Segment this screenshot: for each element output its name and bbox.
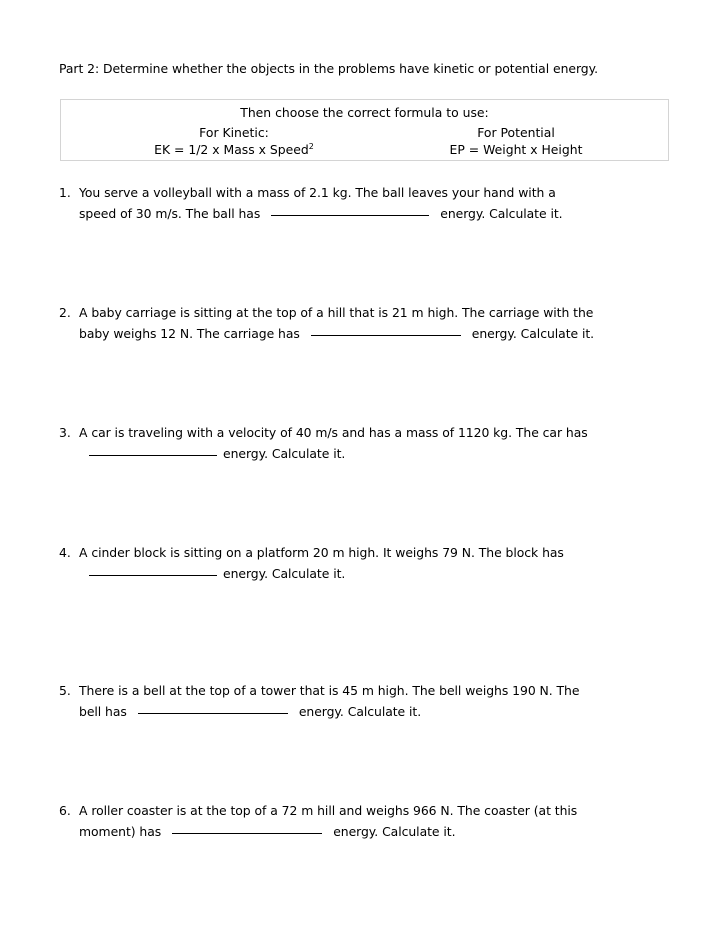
question-4-number: 4.: [59, 545, 71, 560]
question-5-answer-blank[interactable]: [138, 703, 288, 714]
question-3-line-1: [59, 423, 704, 444]
question-6: [59, 801, 704, 842]
question-3-text-after-blank: energy. Calculate it.: [223, 445, 346, 461]
question-6-text-line-1: A roller coaster is at the top of a 72 m hill and weighs 966 N. The coaster (at this: [79, 803, 578, 818]
question-1: [59, 183, 704, 224]
question-2: [59, 303, 704, 344]
question-1-text-after-blank: energy. Calculate it.: [440, 205, 563, 221]
potential-equation: EP = Weight x Height: [449, 142, 583, 157]
question-5-text-before-blank: bell has: [79, 703, 127, 719]
kinetic-formula-column: [89, 124, 379, 158]
question-6-line-1: [59, 801, 704, 822]
question-2-answer-blank[interactable]: [311, 325, 461, 336]
question-1-line-1: [59, 183, 704, 204]
kinetic-equation-exponent: 2: [308, 141, 314, 151]
question-4-text-line-1: A cinder block is sitting on a platform 20 m high. It weighs 79 N. The block has: [79, 545, 564, 560]
question-2-line-2: [59, 324, 704, 345]
question-2-text-line-1: A baby carriage is sitting at the top of a hill that is 21 m high. The carriage with the: [79, 305, 594, 320]
question-3-line-2: [59, 444, 704, 465]
question-6-number: 6.: [59, 803, 71, 818]
question-1-text-line-1: You serve a volleyball with a mass of 2.1 kg. The ball leaves your hand with a: [79, 185, 556, 200]
question-5: [59, 681, 704, 722]
question-5-text-after-blank: energy. Calculate it.: [298, 703, 422, 719]
question-5-line-2: [59, 702, 704, 723]
kinetic-equation: [89, 141, 379, 158]
question-3-answer-blank[interactable]: [89, 445, 217, 456]
question-4-line-1: [59, 543, 704, 564]
question-2-text-after-blank: energy. Calculate it.: [471, 325, 595, 341]
question-6-text-after-blank: energy. Calculate it.: [333, 823, 456, 839]
question-5-line-1: [59, 681, 704, 702]
question-6-answer-blank[interactable]: [172, 823, 322, 834]
question-1-line-2: [59, 204, 704, 225]
question-6-line-2: [59, 822, 704, 843]
kinetic-equation-base: EK = 1/2 x Mass x Speed: [154, 142, 309, 157]
part-instruction-text: Part 2: Determine whether the objects in the problems have kinetic or potential energy.: [59, 61, 598, 76]
question-4: [59, 543, 704, 584]
question-4-answer-blank[interactable]: [89, 565, 217, 576]
question-5-text-line-1: There is a bell at the top of a tower that is 45 m high. The bell weighs 190 N. The: [79, 683, 580, 698]
question-3: [59, 423, 704, 464]
question-2-number: 2.: [59, 305, 71, 320]
formula-box-title: Then choose the correct formula to use:: [240, 105, 489, 120]
formula-reference-box: [60, 99, 669, 161]
kinetic-header: For Kinetic:: [199, 125, 269, 140]
question-1-answer-blank[interactable]: [271, 205, 429, 216]
question-3-text-line-1: A car is traveling with a velocity of 40 m/s and has a mass of 1120 kg. The car has: [79, 425, 588, 440]
question-1-number: 1.: [59, 185, 71, 200]
question-3-number: 3.: [59, 425, 71, 440]
question-5-number: 5.: [59, 683, 71, 698]
question-2-line-1: [59, 303, 704, 324]
question-6-text-before-blank: moment) has: [79, 823, 162, 839]
question-2-text-before-blank: baby weighs 12 N. The carriage has: [79, 325, 300, 341]
question-4-line-2: [59, 564, 704, 585]
potential-header: For Potential: [477, 125, 555, 140]
question-4-text-after-blank: energy. Calculate it.: [223, 565, 346, 581]
potential-formula-column: [371, 124, 661, 158]
question-1-text-before-blank: speed of 30 m/s. The ball has: [79, 205, 261, 221]
